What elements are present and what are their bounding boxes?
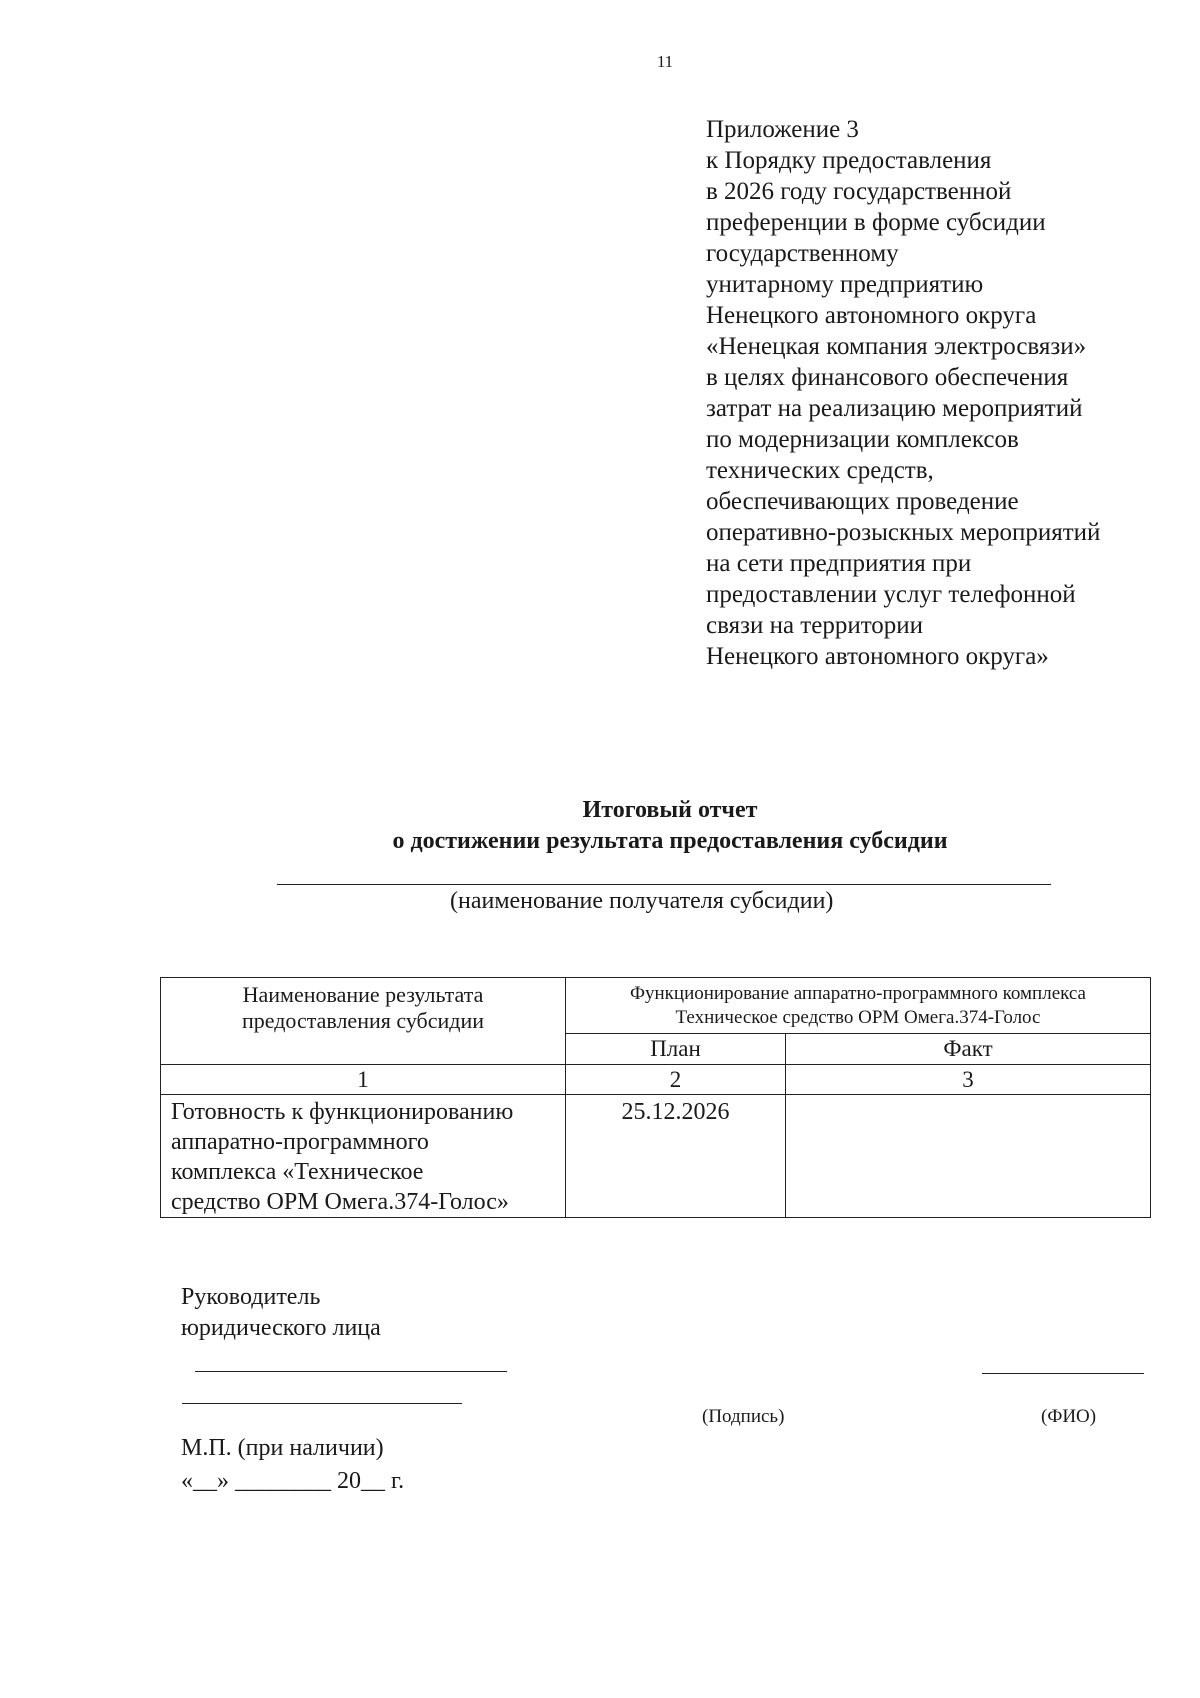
fio-line xyxy=(982,1373,1144,1374)
appendix-line: «Ненецкая компания электросвязи» xyxy=(706,333,1087,360)
page-number: 11 xyxy=(656,52,674,71)
recipient-name-line xyxy=(277,884,1051,885)
recipient-caption: (наименование получателя субсидии) xyxy=(450,888,834,914)
appendix-line: оперативно-розыскных мероприятий xyxy=(706,519,1101,546)
table-row xyxy=(161,1095,1151,1218)
appendix-line: унитарному предприятию xyxy=(706,271,984,298)
appendix-line: преференции в форме субсидии xyxy=(706,209,1046,236)
signer-role xyxy=(181,1282,381,1344)
appendix-line: Ненецкого автономного округа» xyxy=(706,643,1049,670)
table-header-row xyxy=(161,978,1151,1034)
header-functioning-line: Функционирование аппаратно-программного комплекса xyxy=(630,983,1086,1004)
appendix-line: государственному xyxy=(706,240,899,267)
title-line-2: о достижении результата предоставления субсидии xyxy=(392,828,948,854)
appendix-line: технических средств, xyxy=(706,457,934,484)
column-number-2: 2 xyxy=(566,1065,786,1095)
report-table xyxy=(160,977,1151,1218)
appendix-line: предоставлении услуг телефонной xyxy=(706,581,1076,608)
result-name-cell xyxy=(161,1095,566,1218)
header-plan: План xyxy=(566,1034,786,1065)
result-name-line: комплекса «Техническое xyxy=(171,1159,424,1185)
header-fact: Факт xyxy=(786,1034,1151,1065)
appendix-line: затрат на реализацию мероприятий xyxy=(706,395,1083,422)
seal-and-date xyxy=(181,1432,404,1498)
signer-role-line: Руководитель xyxy=(181,1284,321,1310)
header-result-name xyxy=(161,978,566,1065)
seal-label: М.П. (при наличии) xyxy=(181,1435,384,1461)
signature-caption: (Подпись) xyxy=(702,1406,785,1427)
header-functioning-line: Техническое средство ОРМ Омега.374-Голос xyxy=(675,1007,1041,1028)
result-name-line: аппаратно-программного xyxy=(171,1129,429,1155)
appendix-line: к Порядку предоставления xyxy=(706,147,992,174)
appendix-line: в 2026 году государственной xyxy=(706,178,1012,205)
signature-line xyxy=(182,1403,462,1404)
appendix-line: на сети предприятия при xyxy=(706,550,972,577)
appendix-heading xyxy=(706,114,1100,672)
appendix-line: связи на территории xyxy=(706,612,924,639)
appendix-line: в целях финансового обеспечения xyxy=(706,364,1069,391)
column-number-3: 3 xyxy=(786,1065,1151,1095)
table-number-row xyxy=(161,1065,1151,1095)
plan-value-cell: 25.12.2026 xyxy=(566,1095,786,1218)
header-functioning xyxy=(566,978,1151,1034)
result-name-line: средство ОРМ Омега.374-Голос» xyxy=(171,1189,509,1215)
appendix-line: Ненецкого автономного округа xyxy=(706,302,1037,329)
header-result-name-line: Наименование результата xyxy=(242,982,484,1007)
fio-caption: (ФИО) xyxy=(1041,1406,1097,1427)
appendix-line: Приложение 3 xyxy=(706,116,859,143)
signature-line xyxy=(195,1371,507,1372)
column-number-1: 1 xyxy=(161,1065,566,1095)
fact-value-cell xyxy=(786,1095,1151,1218)
signer-role-line: юридического лица xyxy=(181,1315,381,1341)
appendix-line: по модернизации комплексов xyxy=(706,426,1019,453)
result-name-line: Готовность к функционированию xyxy=(171,1099,514,1125)
header-result-name-line: предоставления субсидии xyxy=(241,1008,485,1033)
title-line-1: Итоговый отчет xyxy=(582,797,758,823)
document-title xyxy=(140,795,1200,857)
appendix-line: обеспечивающих проведение xyxy=(706,488,1019,515)
date-field: «__» ________ 20__ г. xyxy=(181,1468,405,1494)
